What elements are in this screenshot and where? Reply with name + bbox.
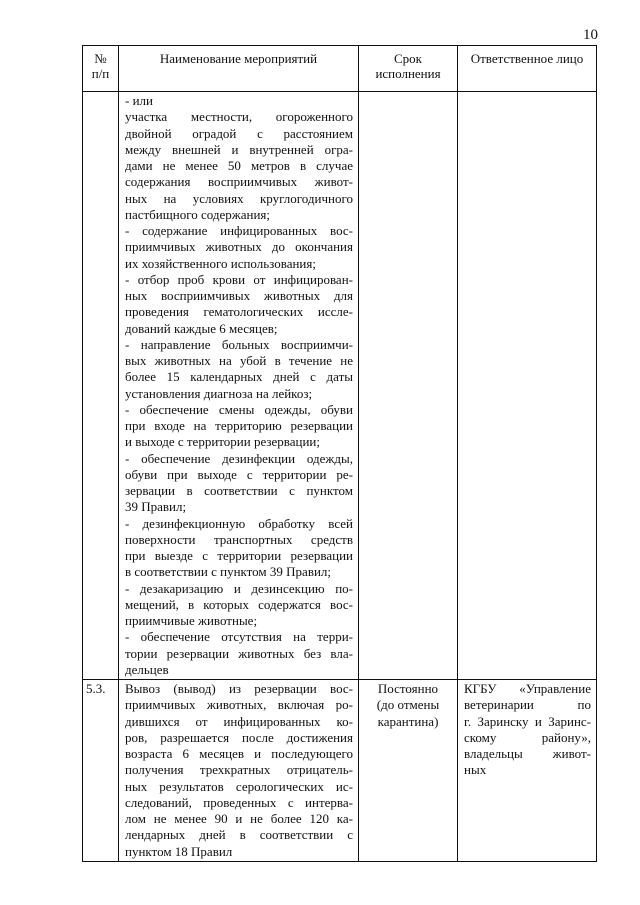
row-continued-num [83, 92, 119, 680]
text-line: в соответствии с пунктом 39 Правил; [125, 564, 332, 580]
resp-line: скому району», [464, 729, 591, 745]
term-line: (до отмены [376, 697, 440, 713]
term-line: Постоянно [377, 681, 439, 696]
row-continued-resp [458, 92, 597, 680]
text-line: двойной оградой с расстоянием [125, 125, 353, 141]
row-continued-name [119, 92, 359, 680]
resp-line: г. Заринску и Заринс- [464, 713, 591, 729]
text-line: при входе на территорию резервации [125, 418, 353, 433]
text-line: обуви при выходе с территории ре- [125, 466, 353, 482]
row-5-3-text [119, 680, 358, 861]
text-line: дельцев [125, 661, 169, 677]
table-row-continued [83, 92, 597, 680]
text-line: поверхности транспортных средств [125, 531, 353, 547]
text-line: между внешней и внутренней огра- [125, 141, 353, 157]
text-line: приимчивых животных до окончания [125, 239, 353, 255]
text-line: ных результатов серологических ис- [125, 778, 353, 794]
text-line: 39 Правил; [125, 499, 187, 515]
header-num-text [83, 51, 118, 81]
text-line: при выезде с территории резервации [125, 548, 353, 563]
text-line: - обеспечение отсутствия на терри- [125, 629, 353, 645]
table-header-row [83, 46, 597, 92]
text-line: приимчивые животные; [125, 613, 258, 628]
header-term [359, 46, 458, 92]
text-line: участка местности, огороженного [125, 109, 353, 125]
header-term-line: исполнения [375, 66, 441, 81]
text-line: ных восприимчивых животных для [125, 288, 353, 303]
header-num-line: п/п [91, 66, 110, 81]
text-line: пунктом 18 Правил [125, 843, 233, 859]
text-line: - дезакаризацию и дезинсекцию по- [125, 580, 353, 596]
text-line: зервации в соответствии с пунктом [125, 483, 353, 498]
text-line: содержания восприимчивых живот- [125, 174, 353, 190]
text-line: - направление больных восприимчи- [125, 336, 353, 352]
header-num-line: № [94, 51, 107, 66]
text-line: следований, проведенных с интерва- [125, 794, 353, 810]
header-num [83, 46, 119, 92]
text-line: - обеспечение дезинфекции одежды, [125, 450, 353, 466]
text-line: возраста 6 месяцев и последующего [125, 746, 353, 761]
text-line: - дезинфекционную обработку всей [125, 515, 353, 531]
text-line: приимчивых животных, включая ро- [125, 697, 353, 713]
row-5-3-term-text [363, 681, 453, 730]
text-line: дами не менее 50 метров в случае [125, 158, 353, 173]
resp-line: КГБУ «Управление [464, 681, 591, 696]
resp-line: ветеринарии по [464, 697, 591, 713]
resp-line: владельцы живот- [464, 746, 591, 761]
text-line: - или [125, 93, 153, 108]
text-line: лом не менее 90 и не более 120 ка- [125, 811, 353, 826]
text-line: - содержание инфицированных вос- [125, 223, 353, 238]
text-line: вых животных на убой в течение не [125, 353, 353, 368]
term-line: карантина) [377, 713, 439, 729]
text-line: Вывоз (вывод) из резервации вос- [125, 681, 353, 696]
header-term-line: Срок [394, 51, 422, 66]
text-line: пастбищного содержания; [125, 206, 271, 222]
header-term-text [359, 51, 457, 81]
row-5-3-resp [458, 680, 597, 862]
text-line: - обеспечение смены одежды, обуви [125, 401, 353, 417]
resp-line: ных [464, 762, 487, 778]
header-name-text: Наименование мероприятий [159, 51, 318, 66]
table-row-5-3 [83, 680, 597, 862]
text-line: мещений, в которых содержатся вос- [125, 596, 353, 612]
text-line: дившихся от инфицированных ко- [125, 713, 353, 729]
text-line: лендарных дней в соответствии с [125, 827, 353, 843]
text-line: получения трехкратных отрицатель- [125, 762, 353, 778]
row-5-3-num: 5.3. [83, 680, 119, 862]
row-continued-term [359, 92, 458, 680]
text-line: и выходе с территории резервации; [125, 434, 320, 450]
text-line: проведения гематологических иссле- [125, 304, 353, 320]
text-line: более 15 календарных дней с даты [125, 369, 353, 385]
row-5-3-term [359, 680, 458, 862]
text-line: ров, разрешается после достижения [125, 729, 353, 745]
page-number: 10 [583, 27, 598, 43]
text-line: ных на условиях круглогодичного [125, 190, 353, 206]
text-line: тории резервации животных без вла- [125, 645, 353, 661]
text-line: их хозяйственного использования; [125, 255, 316, 271]
row-continued-text [119, 92, 358, 679]
measures-table [82, 45, 597, 862]
header-resp [458, 46, 597, 92]
header-name [119, 46, 359, 92]
text-line: дований каждые 6 месяцев; [125, 320, 278, 336]
row-5-3-name [119, 680, 359, 862]
text-line: - отбор проб крови от инфицирован- [125, 271, 353, 287]
row-5-3-resp-text [464, 681, 591, 779]
text-line: установления диагноза на лейкоз; [125, 385, 313, 401]
header-resp-text: Ответственное лицо [470, 51, 584, 66]
